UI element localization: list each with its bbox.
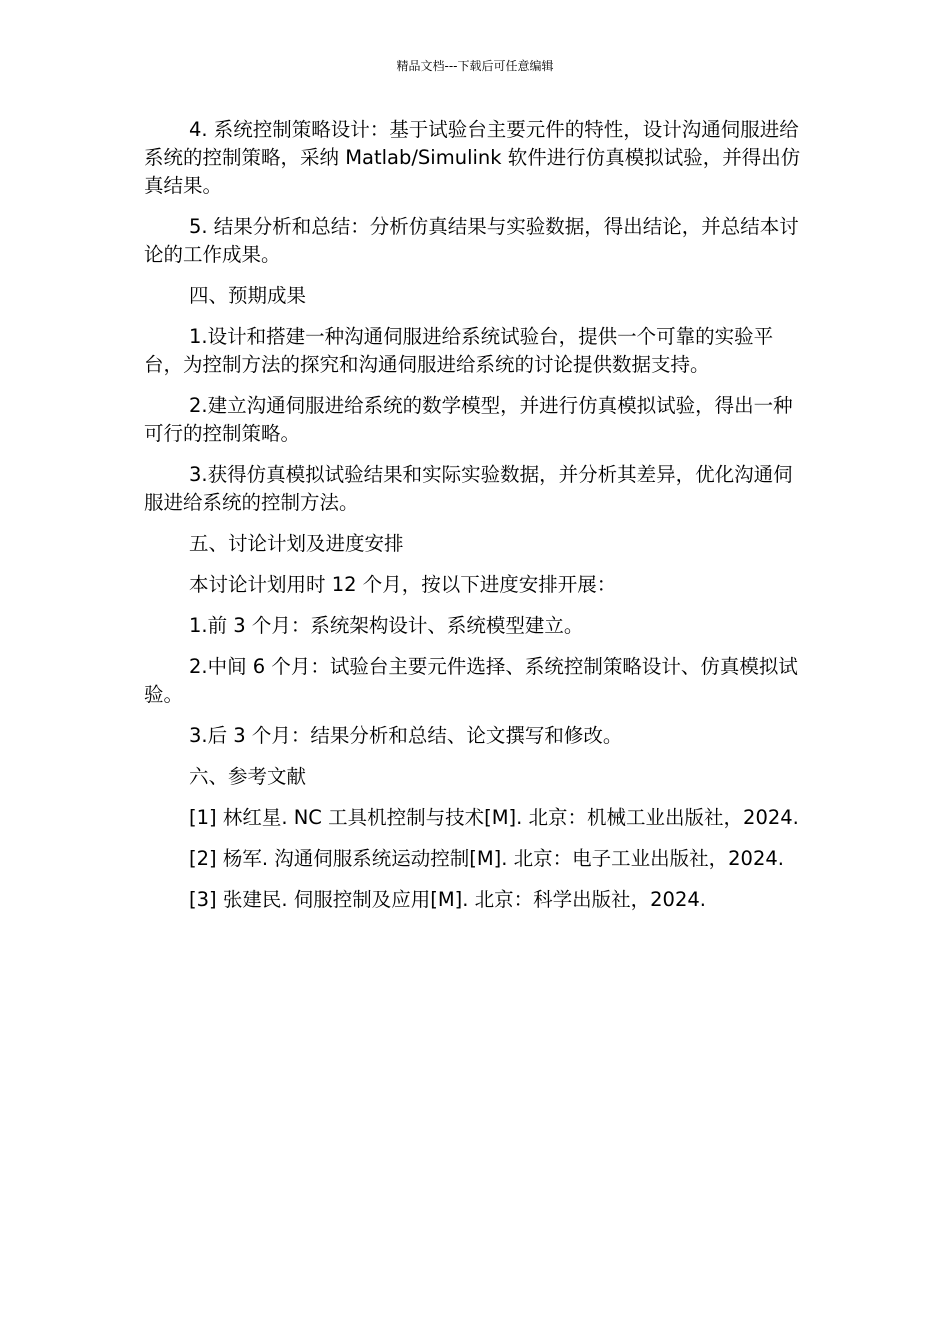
paragraph-expected-result-2: 2.建立沟通伺服进给系统的数学模型，并进行仿真模拟试验，得出一种可行的控制策略。 [144,394,793,445]
paragraph-schedule-phase-1: 1.前 3 个月：系统架构设计、系统模型建立。 [189,614,584,637]
paragraph-expected-result-1: 1.设计和搭建一种沟通伺服进给系统试验台，提供一个可靠的实验平台，为控制方法的探究和沟通伺服进给系统的讨论提供数据支持。 [144,325,774,376]
section-heading-schedule: 五、讨论计划及进度安排 [189,532,404,555]
reference-item-1: [1] 林红星. NC 工具机控制与技术[M]. 北京：机械工业出版社，2024. [189,806,799,829]
section-heading-expected-results: 四、预期成果 [189,284,307,307]
paragraph-schedule-phase-2: 2.中间 6 个月：试验台主要元件选择、系统控制策略设计、仿真模拟试验。 [144,655,798,706]
document-body [144,116,804,927]
reference-item-3: [3] 张建民. 伺服控制及应用[M]. 北京：科学出版社，2024. [189,888,706,911]
paragraph-schedule-phase-3: 3.后 3 个月：结果分析和总结、论文撰写和修改。 [189,724,623,747]
page-header: 精品文档---下载后可任意编辑 [396,59,554,73]
paragraph-schedule-intro: 本讨论计划用时 12 个月，按以下进度安排开展： [189,573,617,596]
section-heading-references: 六、参考文献 [189,765,307,788]
paragraph-control-strategy: 4. 系统控制策略设计：基于试验台主要元件的特性，设计沟通伺服进给系统的控制策略，采纳 Matlab/Simulink 软件进行仿真模拟试验，并得出仿真结果。 [144,118,801,197]
paragraph-expected-result-3: 3.获得仿真模拟试验结果和实际实验数据，并分析其差异，优化沟通伺服进给系统的控制方法。 [144,463,793,514]
reference-item-2: [2] 杨军. 沟通伺服系统运动控制[M]. 北京：电子工业出版社，2024. [189,847,784,870]
paragraph-result-analysis: 5. 结果分析和总结：分析仿真结果与实验数据，得出结论，并总结本讨论的工作成果。 [144,215,799,266]
